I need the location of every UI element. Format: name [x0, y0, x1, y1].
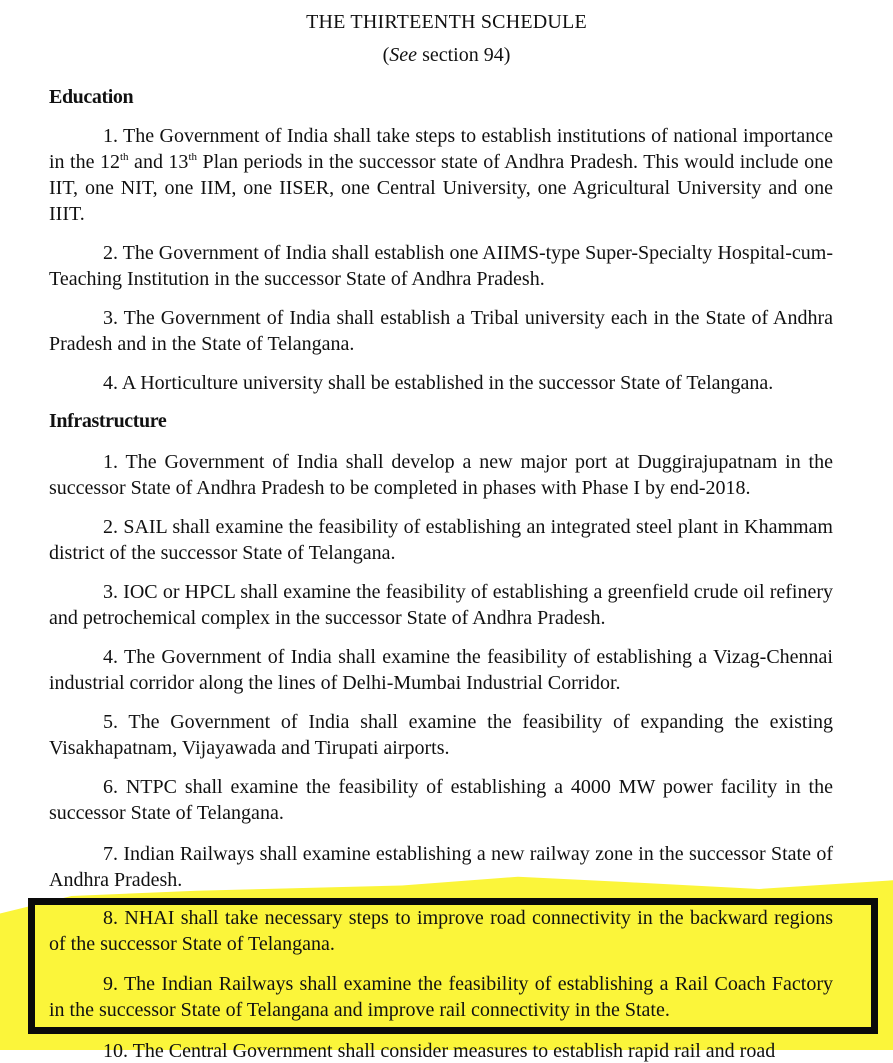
infrastructure-item-5: 5. The Government of India shall examine the feasibility of expanding the existing Visakhapatnam, Vijayawada and Tirupati airports.	[49, 711, 833, 759]
education-item-1-part-1: 1. The Government of India shall take steps to establish institutions of national importance in the 12	[49, 125, 833, 173]
infrastructure-item-7: 7. Indian Railways shall examine establishing a new railway zone in the successor State of Andhra Pradesh.	[49, 843, 833, 891]
education-item-2: 2. The Government of India shall establish one AIIMS-type Super-Specialty Hospital-cum-Teaching Institution in the successor State of Andhra Pradesh.	[49, 242, 833, 290]
infrastructure-item-2: 2. SAIL shall examine the feasibility of establishing an integrated steel plant in Khammam district of the successor State of Telangana.	[49, 516, 833, 564]
highlight-box	[28, 898, 878, 1034]
education-item-1-part-3: Plan periods in the successor state of Andhra Pradesh. This would include one IIT, one NIT, one IIM, one IISER, one Central University, one Agricultural University and one IIIT.	[49, 151, 833, 225]
subtitle-section: section 94)	[417, 44, 511, 66]
education-item-1-part-2: and 13	[128, 151, 189, 173]
schedule-subtitle	[0, 44, 893, 67]
schedule-title: THE THIRTEENTH SCHEDULE	[306, 11, 587, 33]
infrastructure-item-3: 3. IOC or HPCL shall examine the feasibility of establishing a greenfield crude oil refinery and petrochemical complex in the successor State of Andhra Pradesh.	[49, 581, 833, 629]
subtitle-see: See	[389, 44, 418, 66]
education-item-1-sup-1: th	[120, 151, 129, 163]
infrastructure-item-9: 9. The Indian Railways shall examine the feasibility of establishing a Rail Coach Factory in the successor State of Telangana and improve rail connectivity in the State.	[49, 973, 833, 1021]
education-item-3: 3. The Government of India shall establish a Tribal university each in the State of Andhra Pradesh and in the State of Telangana.	[49, 307, 833, 355]
education-item-1	[49, 123, 833, 227]
education-item-4: 4. A Horticulture university shall be established in the successor State of Telangana.	[103, 372, 774, 394]
infrastructure-item-8: 8. NHAI shall take necessary steps to improve road connectivity in the backward regions of the successor State of Telangana.	[49, 907, 833, 955]
subtitle-open: (	[382, 44, 390, 66]
education-heading: Education	[49, 86, 134, 108]
infrastructure-item-4: 4. The Government of India shall examine the feasibility of establishing a Vizag-Chennai industrial corridor along the lines of Delhi-Mumbai Industrial Corridor.	[49, 646, 833, 694]
infrastructure-item-10: 10. The Central Government shall consider measures to establish rapid rail and road	[103, 1040, 776, 1062]
education-item-1-sup-2: th	[188, 151, 197, 163]
infrastructure-item-1: 1. The Government of India shall develop a new major port at Duggirajupatnam in the successor State of Andhra Pradesh to be completed in phases with Phase I by end-2018.	[49, 451, 833, 499]
infrastructure-heading: Infrastructure	[49, 410, 167, 432]
infrastructure-item-6: 6. NTPC shall examine the feasibility of establishing a 4000 MW power facility in the successor State of Telangana.	[49, 776, 833, 824]
